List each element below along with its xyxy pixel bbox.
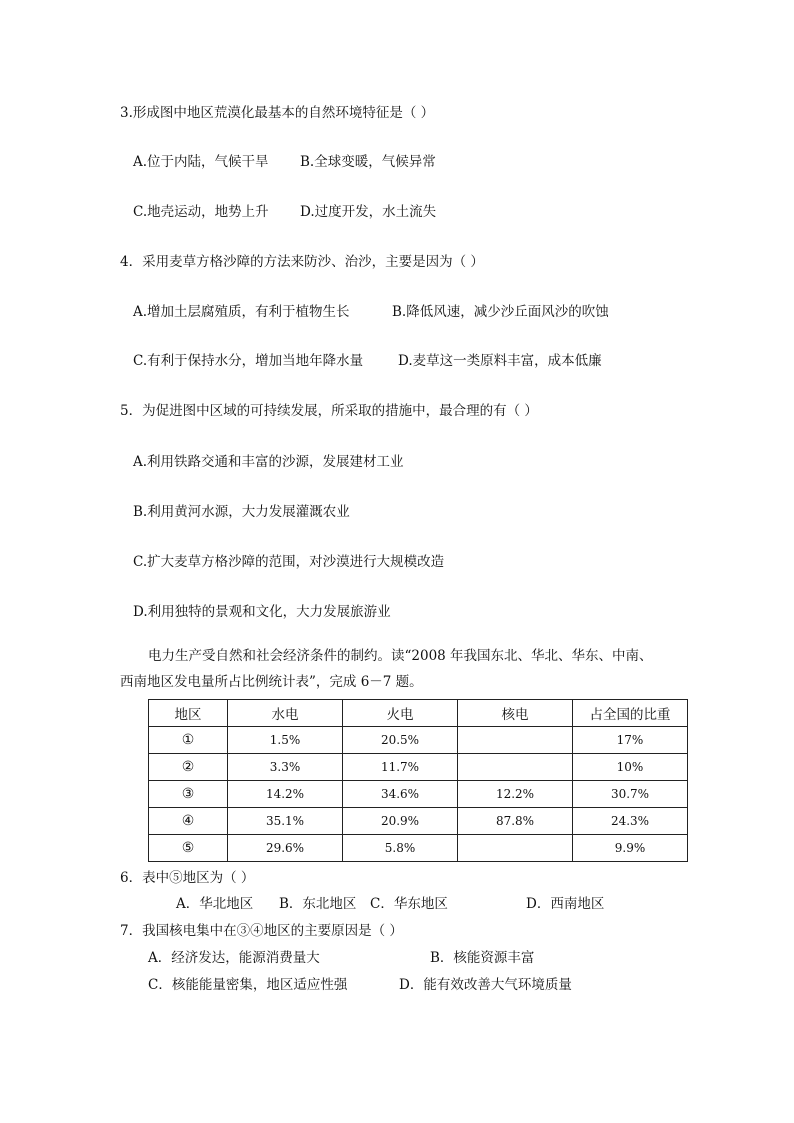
table-header-cell: 占全国的比重 [573, 700, 688, 727]
question-4-option-a: A.增加土层腐殖质，有利于植物生长 [133, 304, 350, 320]
question-7-options-row-1 [148, 949, 534, 967]
electricity-table [148, 699, 688, 862]
question-6-stem: 6．表中⑤地区为（ ） [120, 870, 255, 886]
table-cell: 3.3% [228, 754, 343, 781]
table-cell: 11.7% [343, 754, 458, 781]
intro-line-1: 电力生产受自然和社会经济条件的制约。读“2008 年我国东北、华北、华东、中南、 [148, 648, 653, 664]
question-6-option-c: C．华东地区 [370, 896, 448, 912]
question-7-option-d: D．能有效改善大气环境质量 [399, 977, 572, 993]
table-cell: ③ [149, 781, 228, 808]
question-3-option-a: A.位于内陆，气候干旱 [133, 154, 269, 170]
table-cell: 35.1% [228, 808, 343, 835]
question-7-option-b: B．核能资源丰富 [430, 950, 535, 966]
question-4-options-row-2 [133, 352, 602, 370]
question-3-options-row-1 [133, 153, 436, 171]
question-3-option-b: B.全球变暖，气候异常 [300, 154, 436, 170]
table-header-row [149, 700, 688, 727]
table-row [149, 808, 688, 835]
table-cell: 30.7% [573, 781, 688, 808]
table-cell: 10% [573, 754, 688, 781]
question-3-stem: 3.形成图中地区荒漠化最基本的自然环境特征是（ ） [120, 105, 435, 121]
question-6-option-d: D．西南地区 [526, 896, 605, 912]
table-cell: 87.8% [458, 808, 573, 835]
table-cell [458, 835, 573, 862]
question-7-options-row-2 [148, 976, 572, 994]
table-cell [458, 727, 573, 754]
question-4-option-d: D.麦草这一类原料丰富，成本低廉 [398, 353, 602, 369]
question-5-option-d: D.利用独特的景观和文化，大力发展旅游业 [133, 604, 391, 620]
table-cell: 14.2% [228, 781, 343, 808]
table-header-cell: 核电 [458, 700, 573, 727]
table-cell: 24.3% [573, 808, 688, 835]
question-5-option-b: B.利用黄河水源，大力发展灌溉农业 [133, 504, 350, 520]
table-header-cell: 水电 [228, 700, 343, 727]
question-6-option-a: A．华北地区 [176, 896, 254, 912]
question-4-option-b: B.降低风速，减少沙丘面风沙的吹蚀 [392, 304, 609, 320]
table-cell: 1.5% [228, 727, 343, 754]
table-row [149, 754, 688, 781]
table-row [149, 781, 688, 808]
question-7-option-c: C．核能能量密集，地区适应性强 [148, 977, 348, 993]
question-4-option-c: C.有利于保持水分，增加当地年降水量 [133, 353, 364, 369]
question-5-option-a: A.利用铁路交通和丰富的沙源，发展建材工业 [133, 454, 404, 470]
table-cell: 29.6% [228, 835, 343, 862]
table-cell: ⑤ [149, 835, 228, 862]
intro-line-2: 西南地区发电量所占比例统计表”，完成 6－7 题。 [120, 674, 423, 690]
table-cell: ① [149, 727, 228, 754]
table-cell: ④ [149, 808, 228, 835]
question-7-stem: 7．我国核电集中在③④地区的主要原因是（ ） [120, 923, 403, 939]
table-cell: 20.9% [343, 808, 458, 835]
table-cell [458, 754, 573, 781]
question-6-options [176, 895, 604, 913]
question-3-option-d: D.过度开发，水土流失 [300, 204, 437, 220]
question-4-stem: 4．采用麦草方格沙障的方法来防沙、治沙，主要是因为（ ） [120, 254, 484, 270]
table-header-cell: 火电 [343, 700, 458, 727]
table-cell: 5.8% [343, 835, 458, 862]
table-row [149, 727, 688, 754]
table-cell: 9.9% [573, 835, 688, 862]
question-5-option-c: C.扩大麦草方格沙障的范围，对沙漠进行大规模改造 [133, 554, 445, 570]
question-3-option-c: C.地壳运动，地势上升 [133, 204, 269, 220]
question-3-options-row-2 [133, 203, 436, 221]
question-6-option-b: B．东北地区 [279, 896, 357, 912]
table-cell: 34.6% [343, 781, 458, 808]
table-cell: 20.5% [343, 727, 458, 754]
table-row [149, 835, 688, 862]
table-cell: 17% [573, 727, 688, 754]
table-header-cell: 地区 [149, 700, 228, 727]
table-cell: ② [149, 754, 228, 781]
question-5-stem: 5．为促进图中区域的可持续发展，所采取的措施中，最合理的有（ ） [120, 403, 538, 419]
table-cell: 12.2% [458, 781, 573, 808]
question-4-options-row-1 [133, 303, 609, 321]
question-7-option-a: A．经济发达，能源消费量大 [148, 950, 320, 966]
